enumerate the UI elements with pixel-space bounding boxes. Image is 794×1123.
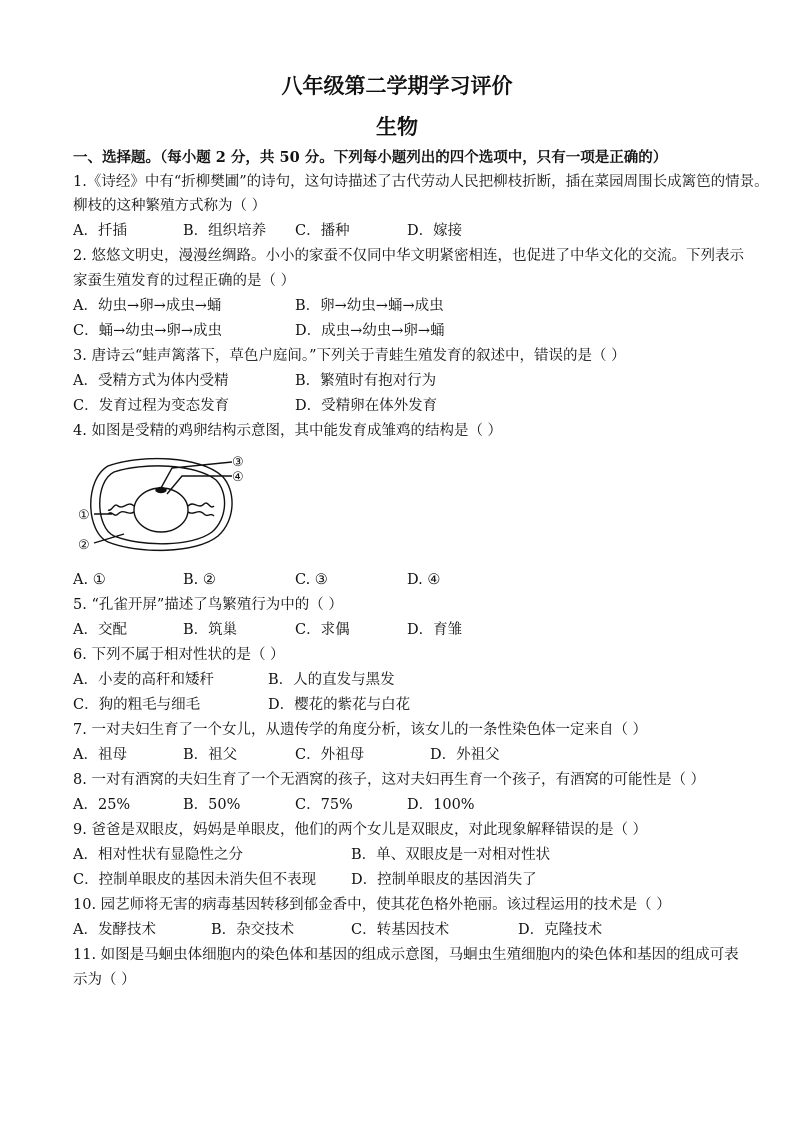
q2-option-b[interactable]: B．卵→幼虫→蛹→成虫 bbox=[295, 298, 444, 314]
q9-option-b[interactable]: B．单、双眼皮是一对相对性状 bbox=[351, 847, 551, 863]
q7-option-a[interactable]: A．祖母 bbox=[73, 747, 127, 763]
q10-option-a[interactable]: A．发酵技术 bbox=[73, 922, 156, 938]
q10-option-b[interactable]: B．杂交技术 bbox=[211, 922, 295, 938]
q4-option-b[interactable]: B. ② bbox=[183, 572, 216, 588]
egg-structure-figure bbox=[72, 450, 252, 558]
q7-option-d[interactable]: D．外祖父 bbox=[430, 747, 500, 763]
egg-drawing bbox=[91, 459, 232, 551]
chalaza-right-2 bbox=[188, 512, 214, 516]
question-1-stem: 1.《诗经》中有“折柳樊圃”的诗句，这句诗描述了古代劳动人民把柳枝折断，插在菜园周围长成篱笆的情景。 bbox=[73, 174, 769, 190]
q4-option-c[interactable]: C. ③ bbox=[295, 572, 328, 588]
question-11-stem: 11. 如图是马蛔虫体细胞内的染色体和基因的组成示意图，马蛔虫生殖细胞内的染色体和基因的组成可表 bbox=[73, 947, 739, 963]
subject-title: 生物 bbox=[376, 114, 418, 139]
egg-shell-outline bbox=[91, 459, 232, 551]
q9-option-d[interactable]: D．控制单眼皮的基因消失了 bbox=[351, 872, 537, 888]
q1-option-b[interactable]: B．组织培养 bbox=[183, 223, 267, 239]
question-2-stem: 2. 悠悠文明史，漫漫丝绸路。小小的家蚕不仅同中华文明紧密相连，也促进了中华文化的交流。下列表示 bbox=[73, 248, 744, 264]
q3-option-b[interactable]: B．繁殖时有抱对行为 bbox=[295, 373, 437, 389]
germinal-disc bbox=[156, 488, 166, 493]
q6-option-c[interactable]: C．狗的粗毛与细毛 bbox=[73, 697, 201, 713]
q2-option-c[interactable]: C．蛹→幼虫→卵→成虫 bbox=[73, 323, 223, 339]
q6-option-d[interactable]: D．樱花的紫花与白花 bbox=[268, 697, 411, 713]
q4-option-d[interactable]: D. ④ bbox=[407, 572, 441, 588]
q3-option-c[interactable]: C．发育过程为变态发育 bbox=[73, 398, 230, 414]
chalaza-right bbox=[188, 503, 214, 507]
q1-option-d[interactable]: D．嫁接 bbox=[407, 223, 463, 239]
exam-title: 八年级第二学期学习评价 bbox=[281, 73, 513, 98]
q7-option-c[interactable]: C．外祖母 bbox=[295, 747, 365, 763]
q9-option-a[interactable]: A．相对性状有显隐性之分 bbox=[73, 847, 243, 863]
q6-option-a[interactable]: A．小麦的高秆和矮秆 bbox=[73, 672, 214, 688]
q7-option-b[interactable]: B．祖父 bbox=[183, 747, 238, 763]
question-6-stem: 6. 下列不属于相对性状的是（ ） bbox=[73, 647, 285, 663]
q2-option-a[interactable]: A．幼虫→卵→成虫→蛹 bbox=[73, 298, 222, 314]
question-8-stem: 8. 一对有酒窝的夫妇生育了一个无酒窝的孩子，这对夫妇再生育一个孩子，有酒窝的可能性是（ ） bbox=[73, 772, 706, 788]
q8-option-a[interactable]: A．25% bbox=[73, 797, 131, 813]
section-heading: 一、选择题。（每小题 2 分，共 50 分。下列每小题列出的四个选项中，只有一项是正确的） bbox=[73, 149, 668, 166]
label-2: ② bbox=[78, 538, 90, 553]
label-3: ③ bbox=[232, 455, 244, 470]
label-1: ① bbox=[78, 508, 90, 523]
q1-option-a[interactable]: A．扦插 bbox=[73, 223, 127, 239]
q5-option-b[interactable]: B．筑巢 bbox=[183, 622, 238, 638]
q2-option-d[interactable]: D．成虫→幼虫→卵→蛹 bbox=[295, 323, 445, 339]
q5-option-c[interactable]: C．求偶 bbox=[295, 622, 350, 638]
question-2-stem-cont: 家蚕生殖发育的过程正确的是（ ） bbox=[73, 273, 296, 289]
question-10-stem: 10. 园艺师将无害的病毒基因转移到郁金香中，使其花色格外艳丽。该过程运用的技术是（ ） bbox=[73, 897, 671, 913]
label-4: ④ bbox=[232, 470, 244, 485]
q3-option-d[interactable]: D．受精卵在体外发育 bbox=[295, 398, 438, 414]
q3-option-a[interactable]: A．受精方式为体内受精 bbox=[73, 373, 229, 389]
question-7-stem: 7. 一对夫妇生育了一个女儿，从遗传学的角度分析，该女儿的一条性染色体一定来自（ ） bbox=[73, 722, 648, 738]
q5-option-d[interactable]: D．育雏 bbox=[407, 622, 463, 638]
question-5-stem: 5. “孔雀开屏”描述了鸟繁殖行为中的（ ） bbox=[73, 597, 343, 613]
q1-option-c[interactable]: C．播种 bbox=[295, 223, 350, 239]
q8-option-d[interactable]: D．100% bbox=[407, 797, 475, 813]
q10-option-c[interactable]: C．转基因技术 bbox=[351, 922, 450, 938]
q6-option-b[interactable]: B．人的直发与黑发 bbox=[268, 672, 395, 688]
question-11-stem-cont: 示为（ ） bbox=[73, 972, 136, 988]
q8-option-b[interactable]: B．50% bbox=[183, 797, 241, 813]
question-9-stem: 9. 爸爸是双眼皮，妈妈是单眼皮，他们的两个女儿是双眼皮，对此现象解释错误的是（ ） bbox=[73, 822, 648, 838]
q5-option-a[interactable]: A．交配 bbox=[73, 622, 127, 638]
chalaza-left bbox=[108, 504, 134, 510]
q4-option-a[interactable]: A. ① bbox=[73, 572, 106, 588]
q8-option-c[interactable]: C．75% bbox=[295, 797, 353, 813]
egg-yolk bbox=[134, 488, 188, 532]
question-4-stem: 4. 如图是受精的鸡卵结构示意图，其中能发育成雏鸡的结构是（ ） bbox=[73, 423, 503, 439]
question-1-stem-cont: 柳枝的这种繁殖方式称为（ ） bbox=[73, 198, 267, 214]
question-3-stem: 3. 唐诗云“蛙声篱落下，草色户庭间。”下列关于青蛙生殖发育的叙述中，错误的是（ ） bbox=[73, 348, 626, 364]
q9-option-c[interactable]: C．控制单眼皮的基因未消失但不表现 bbox=[73, 872, 317, 888]
q10-option-d[interactable]: D．克隆技术 bbox=[518, 922, 603, 938]
